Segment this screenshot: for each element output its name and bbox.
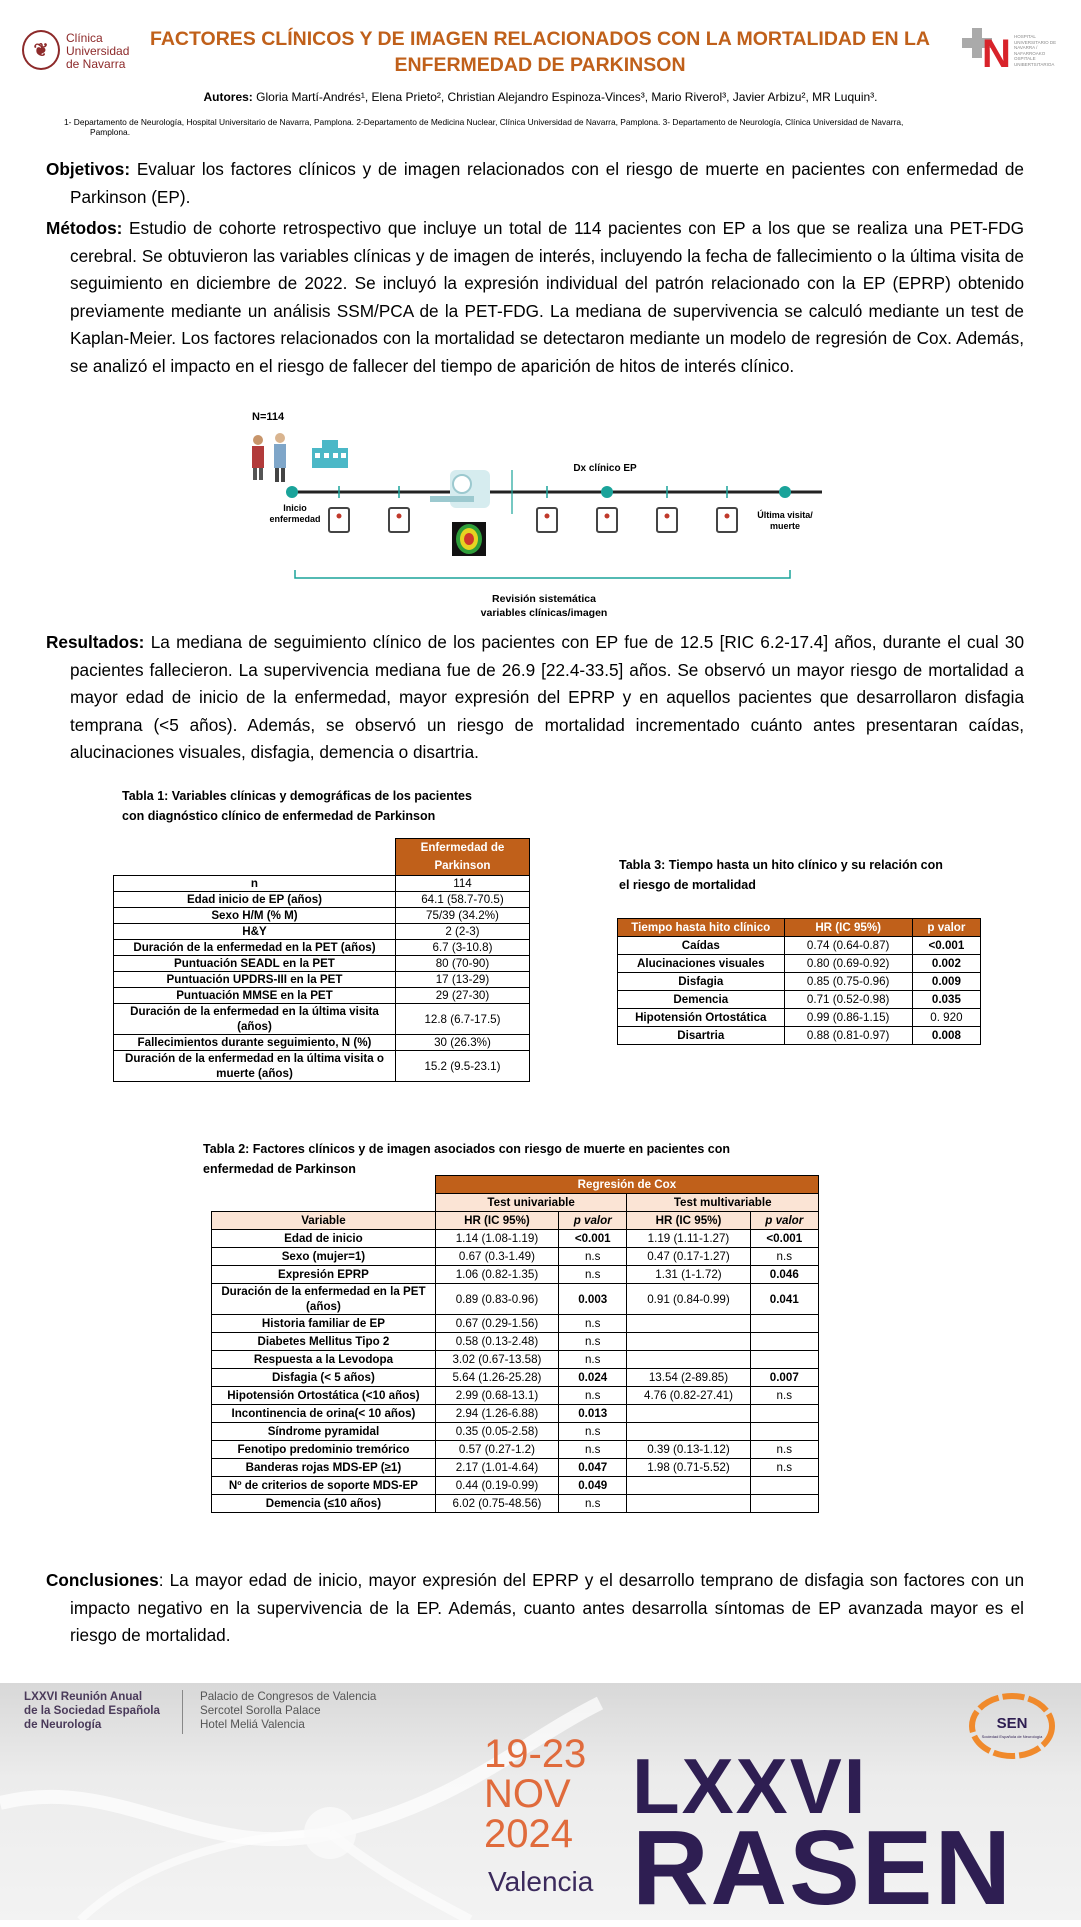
table3-header-hr: HR (IC 95%) — [784, 919, 912, 937]
review-label-2: variables clínicas/imagen — [480, 607, 608, 619]
table2-p-multi — [750, 1423, 818, 1441]
table1-value: 64.1 (58.7-70.5) — [395, 892, 529, 908]
review-bracket — [295, 570, 790, 578]
table3-hr: 0.85 (0.75-0.96) — [784, 973, 912, 991]
start-label-1: Inicio — [283, 503, 307, 513]
table2-hr-multi — [627, 1405, 750, 1423]
table-row — [212, 1441, 819, 1459]
methods-section: Métodos: Estudio de cohorte retrospectivo que incluye un total de 114 pacientes con EP a los que se realiza una PET-FDG cerebral. Se obtuvieron las variables clínicas y de imagen de interés, incluyendo la fecha de fallecimiento o la última visita de seguimiento en diciembre de 2022. Se incluyó la expresión individual del patrón relacionado con la EP (EPRP) obtenido previamente mediante un análisis SSM/PCA de la PET-FDG. La mediana de supervivencia se calculó mediante un test de Kaplan-Meier. Los factores relacionados con la mortalidad se detectaron mediante un modelo de regresión de Cox. Además, se analizó el impacto en el riesgo de fallecer del tiempo de aparición de hitos de interés clínico. — [46, 218, 1024, 376]
title-line-1: FACTORES CLÍNICOS Y DE IMAGEN RELACIONADOS CON LA MORTALIDAD EN LA — [149, 28, 931, 50]
timeline-n-label: N=114 — [252, 411, 285, 423]
dx-label: Dx clínico EP — [573, 463, 637, 474]
table3-label: Alucinaciones visuales — [618, 955, 785, 973]
dx-node — [601, 486, 613, 498]
table2-hr-univ: 2.94 (1.26-6.88) — [435, 1405, 558, 1423]
table2-variable: Demencia (≤10 años) — [212, 1495, 436, 1513]
table1-value: 12.8 (6.7-17.5) — [395, 1004, 529, 1035]
table2-variable: Expresión EPRP — [212, 1266, 436, 1284]
table3-label: Demencia — [618, 991, 785, 1009]
table2-hr-univ: 1.06 (0.82-1.35) — [435, 1266, 558, 1284]
table2-hr-multi: 0.91 (0.84-0.99) — [627, 1284, 750, 1315]
table1-label: n — [114, 876, 396, 892]
table-row — [114, 1004, 530, 1035]
table2 — [211, 1175, 819, 1513]
footer-city: Valencia — [488, 1866, 594, 1897]
table3-p: 0.008 — [912, 1027, 980, 1045]
start-node — [286, 486, 298, 498]
table2-variable: Banderas rojas MDS-EP (≥1) — [212, 1459, 436, 1477]
table1-label: Duración de la enfermedad en la última visita o muerte (años) — [114, 1051, 396, 1082]
table-row — [212, 1230, 819, 1248]
table2-hr-multi: 4.76 (0.82-27.41) — [627, 1387, 750, 1405]
table2-p-multi — [750, 1315, 818, 1333]
table2-col-variable: Variable — [212, 1212, 436, 1230]
table-row — [618, 973, 981, 991]
table-row — [212, 1351, 819, 1369]
hospital-logo-text: HOSPITAL UNIVERSITARIO DE NAVARRA / NAFARROAKO OSPITALE UNIBERTSITARIOA — [1014, 34, 1057, 67]
table1-value: 30 (26.3%) — [395, 1035, 529, 1051]
table2-hr-multi — [627, 1477, 750, 1495]
table2-group-header: Regresión de Cox — [435, 1176, 818, 1194]
table2-hr-multi: 1.98 (0.71-5.52) — [627, 1459, 750, 1477]
table1-label: Puntuación SEADL en la PET — [114, 956, 396, 972]
table2-p-univ: n.s — [559, 1423, 627, 1441]
table1-value: 2 (2-3) — [395, 924, 529, 940]
end-node — [779, 486, 791, 498]
table2-hr-univ: 1.14 (1.08-1.19) — [435, 1230, 558, 1248]
table2-hr-multi: 0.47 (0.17-1.27) — [627, 1248, 750, 1266]
table-row — [212, 1333, 819, 1351]
table3-header-p: p valor — [912, 919, 980, 937]
table1-value: 80 (70-90) — [395, 956, 529, 972]
table3-caption: Tabla 3: Tiempo hasta un hito clínico y su relación con el riesgo de mortalidad — [619, 858, 943, 892]
table2-p-multi: n.s — [750, 1459, 818, 1477]
table-row — [212, 1266, 819, 1284]
logo-line: Clínica — [66, 31, 103, 45]
table2-hr-multi: 1.31 (1-1.72) — [627, 1266, 750, 1284]
table-row — [212, 1284, 819, 1315]
table1-label: Duración de la enfermedad en la PET (años) — [114, 940, 396, 956]
table2-col-hr-univ: HR (IC 95%) — [435, 1212, 558, 1230]
table2-variable: Duración de la enfermedad en la PET (años) — [212, 1284, 436, 1315]
table2-col-p-univ: p valor — [559, 1212, 627, 1230]
table-row — [114, 1051, 530, 1082]
table3-hr: 0.74 (0.64-0.87) — [784, 937, 912, 955]
results-section: Resultados: La mediana de seguimiento clínico de los pacientes con EP fue de 12.5 [RIC 6.2-17.4] años, durante el cual 30 pacientes fallecieron. La supervivencia mediana fue de 26.9 [22.4-33.5] años. Se observó un mayor riesgo de mortalidad a mayor edad de inicio de la enfermedad, mayor expresión del EPRP y en aquellos pacientes que desarrollaron disfagia temprana (<5 años). Además, se observó un riesgo de mortalidad incrementado cuánto antes presentaran caídas, alucinaciones visuales, disfagia, demencia o disartria. — [46, 632, 1025, 762]
table-row — [114, 908, 530, 924]
table2-p-multi: 0.041 — [750, 1284, 818, 1315]
authors: Autores: Gloria Martí-Andrés¹, Elena Prieto², Christian Alejandro Espinoza-Vinces³, Mario Riverol³, Javier Arbizu², MR Luquin³. — [203, 90, 878, 104]
table-row — [618, 1009, 981, 1027]
table1-header: Enfermedad de Parkinson — [395, 839, 529, 876]
table2-variable: Incontinencia de orina(< 10 años) — [212, 1405, 436, 1423]
review-label-1: Revisión sistemática — [492, 593, 596, 605]
table2-hr-univ: 2.99 (0.68-13.1) — [435, 1387, 558, 1405]
table2-variable: Historia familiar de EP — [212, 1315, 436, 1333]
table1-value: 29 (27-30) — [395, 988, 529, 1004]
table2-p-multi: <0.001 — [750, 1230, 818, 1248]
table2-hr-multi — [627, 1315, 750, 1333]
table2-p-univ: n.s — [559, 1248, 627, 1266]
table2-p-multi — [750, 1351, 818, 1369]
seal-icon: ❦ — [22, 30, 60, 70]
table1 — [113, 838, 530, 1082]
sen-logo — [966, 1690, 1058, 1760]
table2-p-univ: 0.024 — [559, 1369, 627, 1387]
conclusions-section: Conclusiones: La mayor edad de inicio, mayor expresión del EPRP y el desarrollo temprano de disfagia son factores con un impacto negativo en la supervivencia de la EP. Además, cuanto antes desarrolla síntomas de EP avanzada mayor es el riesgo de mortalidad. — [46, 1570, 1024, 1645]
table-row — [114, 972, 530, 988]
table1-label: Puntuación UPDRS-III en la PET — [114, 972, 396, 988]
table1-value: 15.2 (9.5-23.1) — [395, 1051, 529, 1082]
logo-line: de Navarra — [66, 57, 126, 71]
table3-hr: 0.80 (0.69-0.92) — [784, 955, 912, 973]
table2-hr-univ: 0.67 (0.29-1.56) — [435, 1315, 558, 1333]
table2-p-multi — [750, 1477, 818, 1495]
table2-hr-univ: 0.35 (0.05-2.58) — [435, 1423, 558, 1441]
table1-label: Duración de la enfermedad en la última visita (años) — [114, 1004, 396, 1035]
table2-p-univ: n.s — [559, 1441, 627, 1459]
table2-variable: Respuesta a la Levodopa — [212, 1351, 436, 1369]
start-label-2: enfermedad — [269, 514, 321, 524]
footer-event-name: RASEN — [632, 1809, 1014, 1927]
table2-variable: Fenotipo predominio tremórico — [212, 1441, 436, 1459]
table-row — [114, 876, 530, 892]
table-row — [212, 1495, 819, 1513]
table2-p-univ: 0.003 — [559, 1284, 627, 1315]
table3-hr: 0.71 (0.52-0.98) — [784, 991, 912, 1009]
table2-p-univ: <0.001 — [559, 1230, 627, 1248]
table2-variable: Disfagia (< 5 años) — [212, 1369, 436, 1387]
clipboard-icon — [329, 508, 737, 532]
table-row — [114, 924, 530, 940]
clinica-universidad-logo — [18, 26, 128, 78]
hospital-icon — [312, 440, 348, 468]
table2-hr-univ: 0.44 (0.19-0.99) — [435, 1477, 558, 1495]
table-row — [114, 892, 530, 908]
table-row — [212, 1315, 819, 1333]
table2-p-univ: 0.047 — [559, 1459, 627, 1477]
table-row — [114, 988, 530, 1004]
table2-variable: Síndrome pyramidal — [212, 1423, 436, 1441]
table2-variable: Diabetes Mellitus Tipo 2 — [212, 1333, 436, 1351]
table2-col-p-multi: p valor — [750, 1212, 818, 1230]
hospital-navarra-logo — [962, 24, 1062, 80]
table2-p-univ: 0.013 — [559, 1405, 627, 1423]
table2-p-univ: n.s — [559, 1387, 627, 1405]
table2-col-hr-multi: HR (IC 95%) — [627, 1212, 750, 1230]
table2-hr-multi: 1.19 (1.11-1.27) — [627, 1230, 750, 1248]
table2-hr-multi — [627, 1423, 750, 1441]
table2-p-multi: 0.046 — [750, 1266, 818, 1284]
table2-variable: Sexo (mujer=1) — [212, 1248, 436, 1266]
table2-hr-multi: 0.39 (0.13-1.12) — [627, 1441, 750, 1459]
table2-p-multi: n.s — [750, 1441, 818, 1459]
table-row — [212, 1423, 819, 1441]
table-row — [114, 956, 530, 972]
table2-variable: Nº de criterios de soporte MDS-EP — [212, 1477, 436, 1495]
table2-multivariable-header: Test multivariable — [627, 1194, 819, 1212]
table2-hr-multi — [627, 1351, 750, 1369]
table-row — [618, 991, 981, 1009]
table3 — [617, 918, 981, 1045]
table1-label: Edad inicio de EP (años) — [114, 892, 396, 908]
table1-value: 6.7 (3-10.8) — [395, 940, 529, 956]
table2-hr-multi: 13.54 (2-89.85) — [627, 1369, 750, 1387]
table3-hr: 0.99 (0.86-1.15) — [784, 1009, 912, 1027]
table2-p-multi: n.s — [750, 1248, 818, 1266]
table2-p-univ: n.s — [559, 1333, 627, 1351]
footer-organizer: LXXVI Reunión Anual de la Sociedad Española de Neurología — [24, 1690, 160, 1731]
table2-hr-multi — [627, 1495, 750, 1513]
pet-scanner-icon — [430, 470, 490, 508]
table-row — [618, 1027, 981, 1045]
table2-hr-univ: 5.64 (1.26-25.28) — [435, 1369, 558, 1387]
footer-venues: Palacio de Congresos de Valencia Sercotel Sorolla Palace Hotel Meliá Valencia — [200, 1690, 377, 1731]
table3-label: Hipotensión Ortostática — [618, 1009, 785, 1027]
end-label-2: muerte — [769, 521, 801, 531]
table1-caption: Tabla 1: Variables clínicas y demográficas de los pacientes con diagnóstico clínico de enfermedad de Parkinson — [122, 789, 472, 823]
table3-p: 0.009 — [912, 973, 980, 991]
table1-label: H&Y — [114, 924, 396, 940]
sen-logo-text: SEN — [996, 1715, 1028, 1732]
table2-hr-univ: 0.67 (0.3-1.49) — [435, 1248, 558, 1266]
table2-p-univ: n.s — [559, 1351, 627, 1369]
table2-p-multi: 0.007 — [750, 1369, 818, 1387]
table1-value: 114 — [395, 876, 529, 892]
brain-pet-image-icon — [452, 522, 486, 556]
table2-variable: Edad de inicio — [212, 1230, 436, 1248]
table2-hr-multi — [627, 1333, 750, 1351]
table3-header-milestone: Tiempo hasta hito clínico — [618, 919, 785, 937]
footer-dates: 19-23 NOV 2024 — [484, 1732, 587, 1856]
logo-line: Universidad — [66, 44, 130, 58]
affiliations: 1- Departamento de Neurología, Hospital Universitario de Navarra, Pamplona. 2-Departamento de Medicina Nuclear, Clínica Universidad de Navarra, Pamplona. 3- Departamento de Neurología, Clínica Universidad de Navarra, Pamplona. — [64, 117, 904, 137]
footer-edition: LXXVI — [632, 1742, 868, 1830]
table2-p-univ: 0.049 — [559, 1477, 627, 1495]
table2-p-univ: n.s — [559, 1315, 627, 1333]
table2-hr-univ: 2.17 (1.01-4.64) — [435, 1459, 558, 1477]
table2-p-univ: n.s — [559, 1495, 627, 1513]
table3-p: 0.035 — [912, 991, 980, 1009]
title-line-2: ENFERMEDAD DE PARKINSON — [394, 54, 686, 76]
table2-p-univ: n.s — [559, 1266, 627, 1284]
table1-label: Puntuación MMSE en la PET — [114, 988, 396, 1004]
table-row — [212, 1248, 819, 1266]
table2-p-multi: n.s — [750, 1387, 818, 1405]
table2-caption: Tabla 2: Factores clínicos y de imagen asociados con riesgo de muerte en pacientes con enfermedad de Parkinson — [203, 1142, 731, 1176]
table3-label: Disfagia — [618, 973, 785, 991]
sen-logo-subtext: Sociedad Española de Neurología — [981, 1734, 1043, 1739]
table1-value: 75/39 (34.2%) — [395, 908, 529, 924]
table-row — [212, 1459, 819, 1477]
table1-label: Sexo H/M (% M) — [114, 908, 396, 924]
patients-icon — [252, 433, 286, 482]
table2-p-multi — [750, 1495, 818, 1513]
table2-variable: Hipotensión Ortostática (<10 años) — [212, 1387, 436, 1405]
table3-label: Caídas — [618, 937, 785, 955]
table1-value: 17 (13-29) — [395, 972, 529, 988]
table2-hr-univ: 0.89 (0.83-0.96) — [435, 1284, 558, 1315]
table2-univariable-header: Test univariable — [435, 1194, 627, 1212]
table2-hr-univ: 0.57 (0.27-1.2) — [435, 1441, 558, 1459]
table-row — [212, 1369, 819, 1387]
table3-p: 0.002 — [912, 955, 980, 973]
study-timeline-diagram — [240, 408, 840, 626]
table2-p-multi — [750, 1405, 818, 1423]
table2-hr-univ: 3.02 (0.67-13.58) — [435, 1351, 558, 1369]
table-row — [114, 1035, 530, 1051]
table2-p-multi — [750, 1333, 818, 1351]
table3-p: <0.001 — [912, 937, 980, 955]
table-row — [212, 1405, 819, 1423]
poster-title — [140, 26, 940, 78]
end-label-1: Última visita/ — [757, 510, 813, 520]
n-logo-icon: N — [982, 32, 1011, 76]
objectives-section: Objetivos: Evaluar los factores clínicos y de imagen relacionados con el riesgo de muerte en pacientes con enfermedad de Parkinson (EP). — [46, 159, 1024, 207]
table-row — [618, 937, 981, 955]
table-row — [618, 955, 981, 973]
table1-label: Fallecimientos durante seguimiento, N (%) — [114, 1035, 396, 1051]
table3-label: Disartria — [618, 1027, 785, 1045]
table3-hr: 0.88 (0.81-0.97) — [784, 1027, 912, 1045]
table3-p: 0. 920 — [912, 1009, 980, 1027]
table-row — [212, 1477, 819, 1495]
table-row — [212, 1387, 819, 1405]
table-row — [114, 940, 530, 956]
table2-hr-univ: 6.02 (0.75-48.56) — [435, 1495, 558, 1513]
footer-divider — [182, 1690, 183, 1734]
table2-hr-univ: 0.58 (0.13-2.48) — [435, 1333, 558, 1351]
